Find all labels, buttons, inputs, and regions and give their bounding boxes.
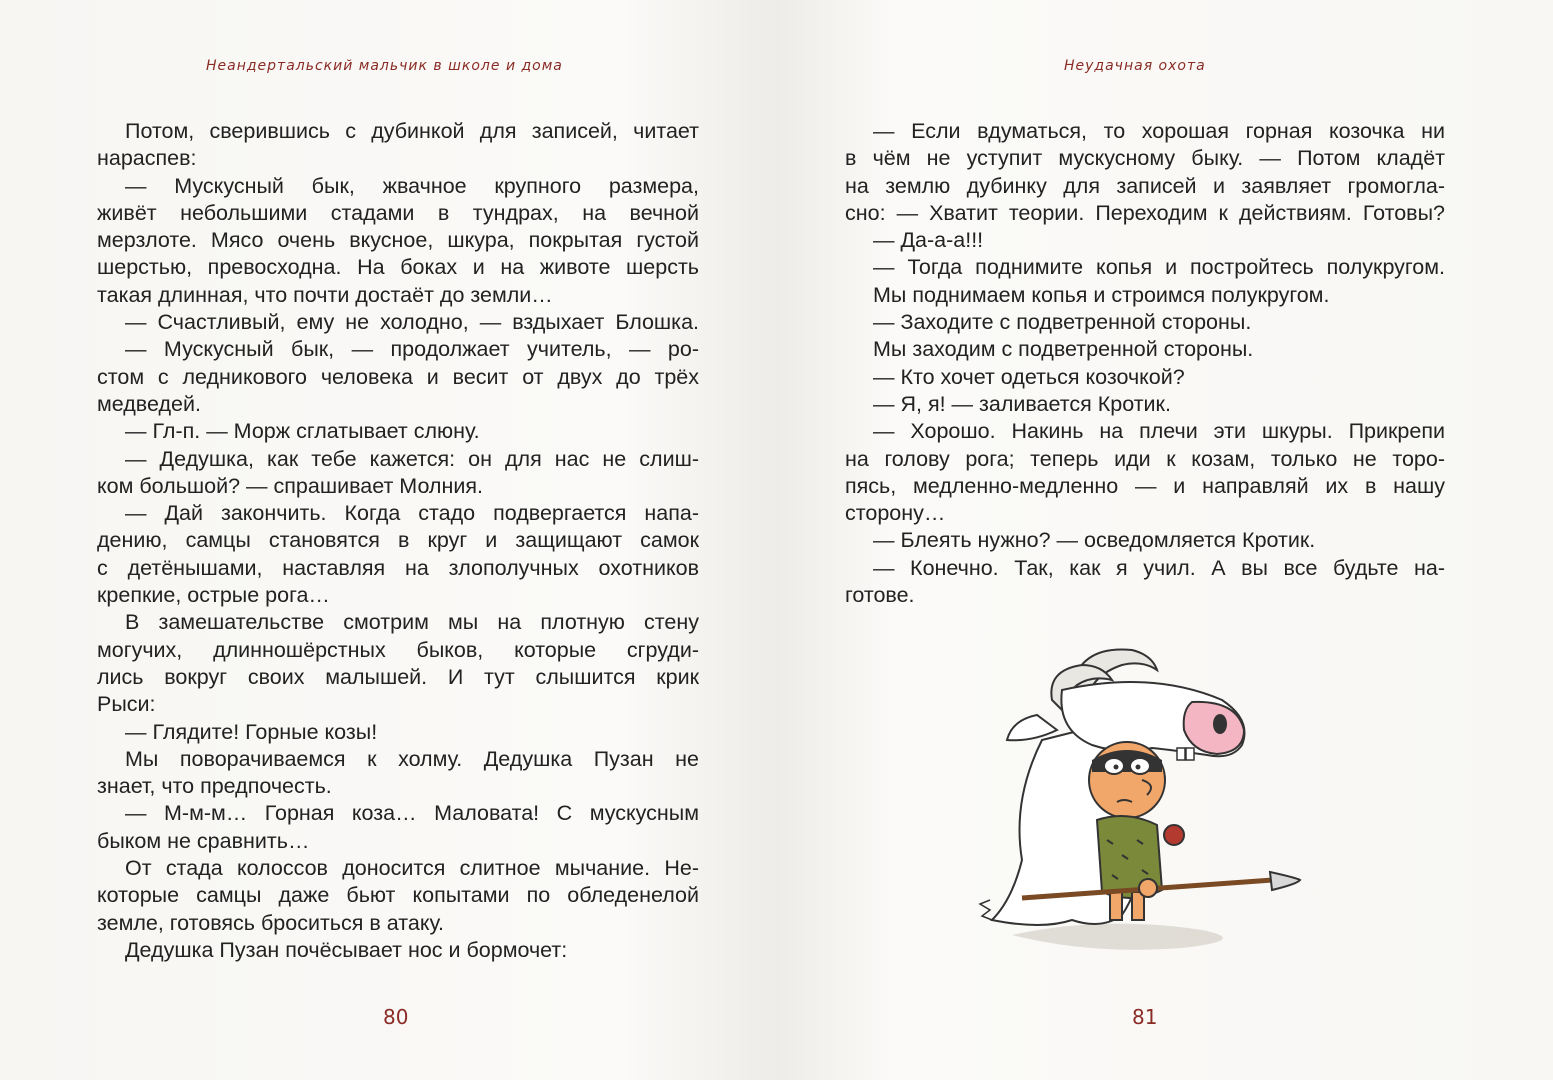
text-line: — Да-а-а!!! (873, 228, 984, 253)
text-line: стом с ледникового человека и весит от двух до трёх (97, 364, 699, 389)
text-line: — Глядите! Горные козы! (125, 719, 378, 744)
page-number-right: 81 (1132, 1005, 1158, 1029)
text-line: Рыси: (97, 692, 156, 717)
text-line: — Заходите с подветренной стороны. (873, 310, 1252, 335)
right-page (776, 0, 1553, 1080)
running-head-right: Неудачная охота (1064, 58, 1206, 74)
text-line: в чём не уступит мускусному быку. — Потом кладёт (845, 146, 1445, 171)
text-line: дению, самцы становятся в круг и защищают самок (97, 528, 699, 553)
text-line: лись вокруг своих малышей. И тут слышится крик (97, 664, 699, 689)
text-line: От стада колоссов доносится слитное мычание. Не- (125, 856, 699, 881)
right-page-text (845, 118, 1445, 609)
text-line: сторону… (845, 501, 946, 526)
text-line: — Дай закончить. Когда стадо подвергается напа- (125, 501, 699, 526)
text-line: которые самцы даже бьют копытами по обледенелой (97, 883, 699, 908)
text-line: — М-м-м… Горная коза… Маловата! С мускусным (125, 801, 699, 826)
text-line: Мы заходим с подветренной стороны. (873, 337, 1254, 362)
text-line: Дедушка Пузан почёсывает нос и бормочет: (125, 937, 568, 962)
text-line: — Счастливый, ему не холодно, — вздыхает Блошка. (125, 310, 699, 335)
left-page-text (97, 118, 699, 964)
running-head-left: Неандертальский мальчик в школе и дома (206, 58, 563, 74)
text-line: — Конечно. Так, как я учил. А вы все будьте на- (873, 555, 1445, 580)
text-line: — Кто хочет одеться козочкой? (873, 364, 1185, 389)
text-line: — Если вдуматься, то хорошая горная козочка ни (873, 119, 1445, 143)
page-number-left: 80 (383, 1005, 409, 1029)
text-line: земле, готовясь броситься в атаку. (97, 910, 445, 935)
text-line: на землю дубинку для записей и заявляет громогла- (845, 173, 1445, 198)
text-line: Мы поворачиваемся к холму. Дедушка Пузан не (125, 746, 699, 771)
text-line: Мы поднимаем копья и строимся полукругом. (873, 282, 1330, 307)
text-line: такая длинная, что почти достаёт до земли… (97, 282, 553, 307)
text-line: — Я, я! — заливается Кротик. (873, 391, 1171, 416)
text-line: живёт небольшими стадами в тундрах, на вечной (97, 200, 699, 225)
text-line: нараспев: (97, 146, 197, 171)
text-line: — Гл-п. — Морж сглатывает слюну. (125, 419, 480, 444)
text-line: — Блеять нужно? — осведомляется Кротик. (873, 528, 1316, 553)
text-line: крепкие, острые рога… (97, 583, 330, 608)
text-line: — Мускусный бык, — продолжает учитель, — ро- (125, 337, 699, 362)
text-line: Потом, сверившись с дубинкой для записей, читает (125, 119, 699, 143)
text-line: медведей. (97, 391, 201, 416)
text-line: — Мускусный бык, жвачное крупного размера, (125, 173, 699, 198)
text-line: готове. (845, 583, 915, 608)
text-line: сно: — Хватит теории. Переходим к действиям. Готовы? (845, 200, 1445, 225)
text-line: В замешательстве смотрим мы на плотную стену (125, 610, 699, 635)
text-line: могучих, длинношёрстных быков, которые сгруди- (97, 637, 699, 662)
text-line: шерстью, превосходна. На боках и на животе шерсть (97, 255, 699, 280)
text-line: с детёнышами, наставляя на злополучных охотников (97, 555, 699, 580)
text-line: — Тогда поднимите копья и постройтесь полукругом. (873, 255, 1445, 280)
text-line: знает, что предпочесть. (97, 774, 332, 799)
left-page (0, 0, 776, 1080)
text-line: на голову рога; теперь иди к козам, только не торо- (845, 446, 1445, 471)
text-line: мерзлоте. Мясо очень вкусное, шкура, покрытая густой (97, 228, 699, 253)
text-line: пясь, медленно-медленно — и направляй их в нашу (845, 473, 1445, 498)
text-line: ком большой? — спрашивает Молния. (97, 473, 483, 498)
text-line: — Дедушка, как тебе кажется: он для нас не слиш- (125, 446, 699, 471)
text-line: — Хорошо. Накинь на плечи эти шкуры. Прикрепи (873, 419, 1445, 444)
text-line: быком не сравнить… (97, 828, 310, 853)
goat-costume-boy-illustration (952, 630, 1336, 960)
